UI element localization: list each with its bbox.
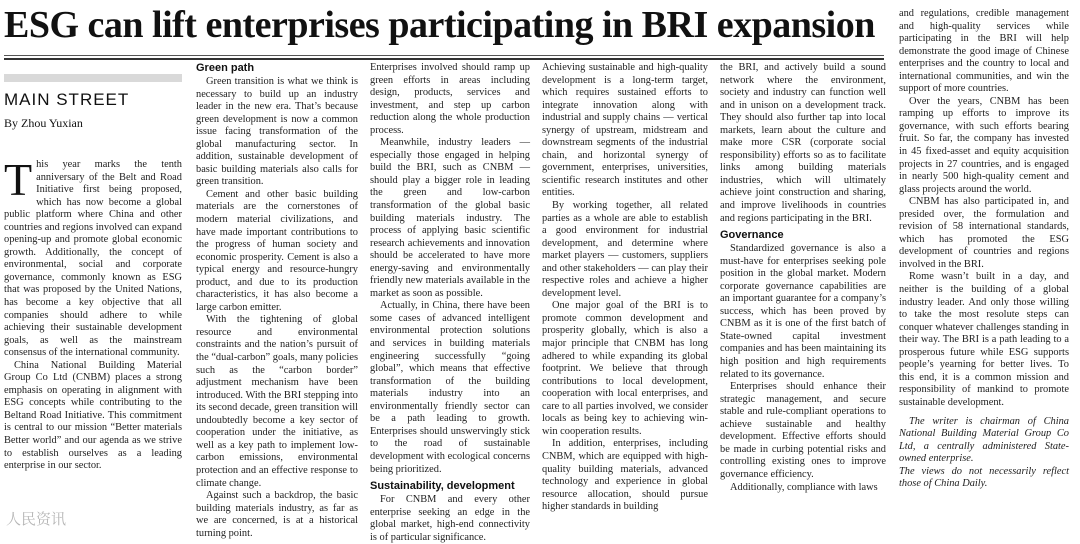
- paragraph: In addition, enterprises, including CNBM, which are equipped with high-quality building materials, advanced technology and experience in global resource allocation, should pursue higher standards in building: [542, 438, 708, 513]
- paragraph: Achieving sustainable and high-quality development is a long-term target, which requires sustained efforts to integrate innovation along with industrial and supply chains — vertical synergy of upstream, midstream and downstream segments of the industrial chain, and horizontal synergy of government, enterprises, universities, scientific research institutes and other entities.: [542, 62, 708, 199]
- article-column-1: [4, 154, 182, 529]
- paragraph: Standardized governance is also a must-have for enterprises seeking pole position in the global market. Modern corporate governance capabilities are an important guarantee for a company’s success, which has been proved by CNBM as it is one of the first batch of State-owned capital investment companies and has been maintaining its high position and high requirements related to its governance.: [720, 243, 886, 380]
- drop-cap: T: [4, 154, 33, 205]
- column-label-bar: [4, 74, 182, 82]
- article-column-3: [370, 62, 530, 543]
- author-note: The writer is chairman of China National Building Material Group Co Ltd, a centrally administered State-owned enterprise.: [899, 415, 1069, 465]
- column-label-box: [4, 74, 182, 131]
- paragraph: and regulations, credible management and high-quality services while participating in the BRI will help demonstrate the good image of Chinese enterprises and the country to local and international communities, and win the support of more countries.: [899, 8, 1069, 95]
- section-heading-governance: Governance: [720, 229, 784, 242]
- paragraph: By working together, all related parties as a whole are able to establish a good environment for industrial development, and determine where market players — customers, suppliers and other stakeholders — can play their respective roles and achieve a higher development level.: [542, 200, 708, 299]
- paragraph: Enterprises involved should ramp up green efforts in areas including design, products, services and investment, and step up carbon reduction along the whole production process.: [370, 62, 530, 136]
- paragraph: CNBM has also participated in, and presided over, the formulation and revision of 58 international standards, which has promoted the ESG development of countries and regions involved in the BRI.: [899, 196, 1069, 270]
- byline: By Zhou Yuxian: [4, 116, 83, 130]
- paragraph: Cement and other basic building materials are the cornerstones of modern material civilizations, and have made important contributions to the progress of human society and economic prosperity. Cement is also a typical energy and resource-hungry product, and due to its production characteristics, it has also become a large carbon emitter.: [196, 188, 358, 313]
- paragraph: Green transition is what we think is necessary to build up an industry leader in the new era. That’s because green development is now a common issue facing transformation of the global manufacturing sector. In addition, sustainable development of basic building materials also calls for green transition.: [196, 76, 358, 188]
- watermark: 人民资讯: [6, 511, 67, 528]
- section-heading-green-path: Green path: [196, 62, 255, 74]
- headline: ESG can lift enterprises participating in BRI expansion: [4, 4, 875, 46]
- paragraph: China National Building Material Group Co Ltd (CNBM) places a strong emphasis on operating in alignment with ESG concepts while contributing to the Beltand Road Initiative. This commitment is central to our mission “Better materials Better world” and our agenda as we strive to establish ourselves as a leading enterprise in our sector.: [4, 359, 182, 472]
- headline-rule: [4, 55, 884, 56]
- paragraph: Against such a backdrop, the basic building materials industry, as far as we are concerned, is at a historical turning point.: [196, 490, 358, 539]
- paragraph: For CNBM and every other enterprise seeking an edge in the global market, high-end connectivity is of particular significance.: [370, 494, 530, 543]
- paragraph-text: his year marks the tenth anniversary of the Belt and Road Initiative first being proposed, which has now become a global public platform where China and other countries and regions involved can expand opening-up and promote global economic growth. Additionally, the concept of environmental, social and corporate governance, commonly known as ESG that was proposed by the United Nations, has become a key objective that all companies should adhere to while achieving their sustainable development goals, as well as the mainstream consensus of the international community.: [4, 159, 182, 359]
- paragraph: Additionally, compliance with laws: [730, 481, 878, 493]
- paragraph: the BRI, and actively build a sound network where the environment, society and industry can function well and in unison on a development track. They should also further tap into local markets, learn about the culture and make more CSR (corporate social responsibility) efforts so as to facilitate links among building materials industries, which will ultimately achieve joint construction and sharing, and improve livelihoods in countries and regions participating in the BRI.: [720, 62, 886, 224]
- paragraph: One major goal of the BRI is to promote common development and prosperity globally, which is also a major principle that CNBM has long adhered to while expanding its global footprint. We believe that through contributions to local development, cooperation with local enterprises, and care to all parties involved, we consider locals as being key to achieving win-win cooperation results.: [542, 300, 708, 437]
- paragraph: Enterprises should enhance their strategic management, and secure stable and rule-compliant operations to achieve sustainable and healthy development. Effective efforts should be made in curbing potential risks and controlling existing ones to improve governance efficiency.: [720, 381, 886, 480]
- paragraph: With the tightening of global resource and environmental constraints and the nation’s pursuit of the “dual-carbon” goals, many policies such as the “carbon border” adjustment mechanism have been introduced. With the BRI stepping into its second decade, green transition will undoubtedly become a key sector of cooperation under the initiative, as well as a key path to implement low-carbon emissions, environmental protection and an effective response to climate change.: [196, 314, 358, 489]
- section-heading-sustainability: Sustainability, development: [370, 480, 515, 493]
- article-column-4: [542, 62, 708, 529]
- paragraph: Actually, in China, there have been some cases of advanced intelligent environmental protection solutions and services in building materials engineering successfully “going global”, which means that effective transformation of the building materials industry into an environmentally friendly sector can be a path leading to growth. Enterprises should unswervingly stick to the road of sustainable development with ecological concerns being prioritized.: [370, 300, 530, 475]
- paragraph: [4, 154, 182, 360]
- headline-rule-thick: [4, 58, 884, 60]
- disclaimer: The views do not necessarily reflect those of China Daily.: [899, 465, 1069, 490]
- paragraph: Over the years, CNBM has been ramping up efforts to improve its governance, with such efforts bearing fruit. So far, the company has invested in 45 fixed-asset and equity acquisition projects in 27 countries, and is engaged in nearly 500 high-quality cement and glass projects around the world.: [899, 95, 1069, 195]
- article-column-2: [196, 62, 358, 539]
- article-column-5: [720, 62, 886, 529]
- column-label: MAIN STREET: [4, 90, 130, 109]
- paragraph: Rome wasn’t built in a day, and neither is the building of a global industry leader. And only those willing to take the most resolute steps can conquer whatever challenges standing in their way. The BRI is a path leading to a prosperous future while ESG supports people’s yearning for better lives. To this end, it is a common mission and responsibility of mankind to promote sustainable development.: [899, 271, 1069, 408]
- paragraph: Meanwhile, industry leaders — especially those engaged in helping build the BRI, such as CNBM — should play a bigger role in leading the green and low-carbon transformation of the global basic building materials industry. The process of applying basic scientific research achievements and innovation should be accelerated to have more energy-saving and environmentally friendly new materials available in the market as soon as possible.: [370, 137, 530, 299]
- article-column-6: [899, 8, 1069, 529]
